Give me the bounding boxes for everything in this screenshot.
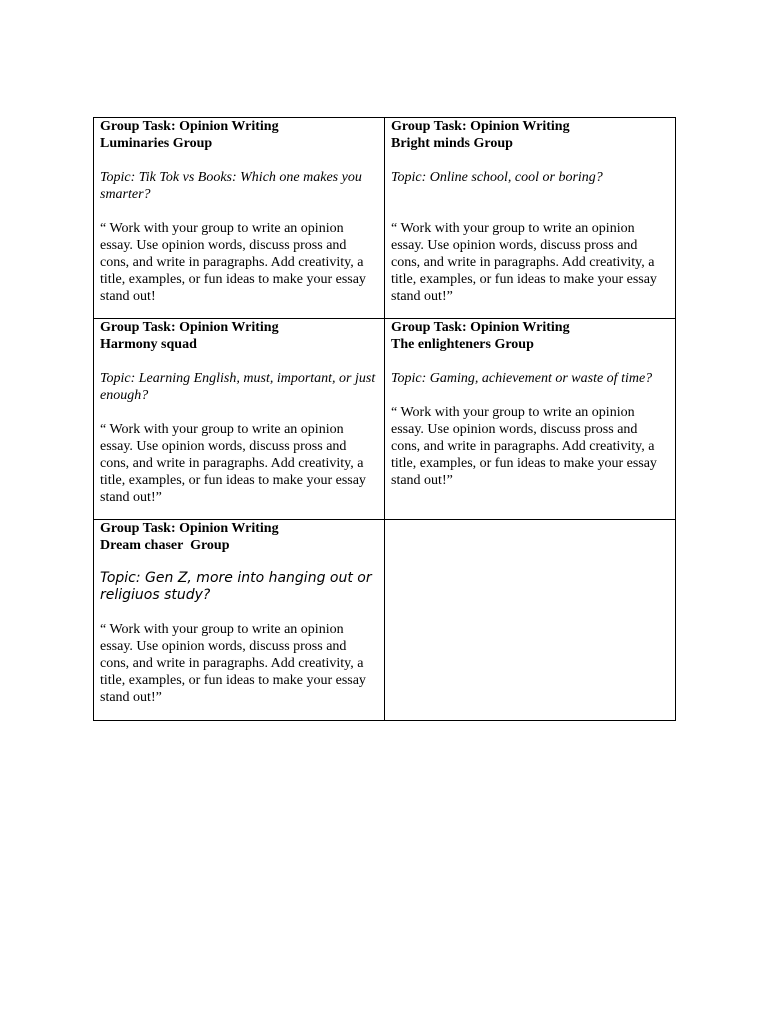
table-row [94, 520, 676, 721]
card-title: Group Task: Opinion Writing [100, 119, 279, 134]
task-card-harmony-squad [94, 319, 385, 520]
card-group-name: Dream chaser Group [100, 538, 230, 553]
card-title: Group Task: Opinion Writing [100, 521, 279, 536]
group-task-table [93, 117, 676, 721]
task-card-dream-chaser [94, 520, 385, 721]
card-instructions: “ Work with your group to write an opinion essay. Use opinion words, discuss pross and cons, and write in paragraphs. Add creativity, a title, examples, or fun ideas to make your essay stand out! [100, 221, 366, 304]
card-topic: Topic: Tik Tok vs Books: Which one makes you smarter? [100, 170, 362, 202]
card-instructions: “ Work with your group to write an opinion essay. Use opinion words, discuss pross and cons, and write in paragraphs. Add creativity, a title, examples, or fun ideas to make your essay stand out!” [100, 622, 366, 705]
card-group-name: Bright minds Group [391, 136, 513, 151]
empty-cell [385, 520, 676, 721]
card-title: Group Task: Opinion Writing [100, 320, 279, 335]
card-title: Group Task: Opinion Writing [391, 320, 570, 335]
task-card-luminaries [94, 118, 385, 319]
card-topic: Topic: Gaming, achievement or waste of time? [391, 371, 653, 386]
card-instructions: “ Work with your group to write an opinion essay. Use opinion words, discuss pross and cons, and write in paragraphs. Add creativity, a title, examples, or fun ideas to make your essay stand out!” [391, 221, 657, 304]
card-topic: Topic: Learning English, must, important, or just enough? [100, 371, 376, 403]
card-group-name: Harmony squad [100, 337, 197, 352]
card-title: Group Task: Opinion Writing [391, 119, 570, 134]
task-card-bright-minds [385, 118, 676, 319]
card-group-name: Luminaries Group [100, 136, 213, 151]
card-topic: Topic: Gen Z, more into hanging out or religiuos study? [100, 570, 372, 603]
table-row [94, 319, 676, 520]
table-row [94, 118, 676, 319]
card-topic: Topic: Online school, cool or boring? [391, 170, 603, 185]
card-instructions: “ Work with your group to write an opinion essay. Use opinion words, discuss pross and cons, and write in paragraphs. Add creativity, a title, examples, or fun ideas to make your essay stand out!” [100, 422, 366, 505]
card-group-name: The enlighteners Group [391, 337, 534, 352]
task-card-enlighteners [385, 319, 676, 520]
card-instructions: “ Work with your group to write an opinion essay. Use opinion words, discuss pross and cons, and write in paragraphs. Add creativity, a title, examples, or fun ideas to make your essay stand out!” [391, 405, 657, 488]
